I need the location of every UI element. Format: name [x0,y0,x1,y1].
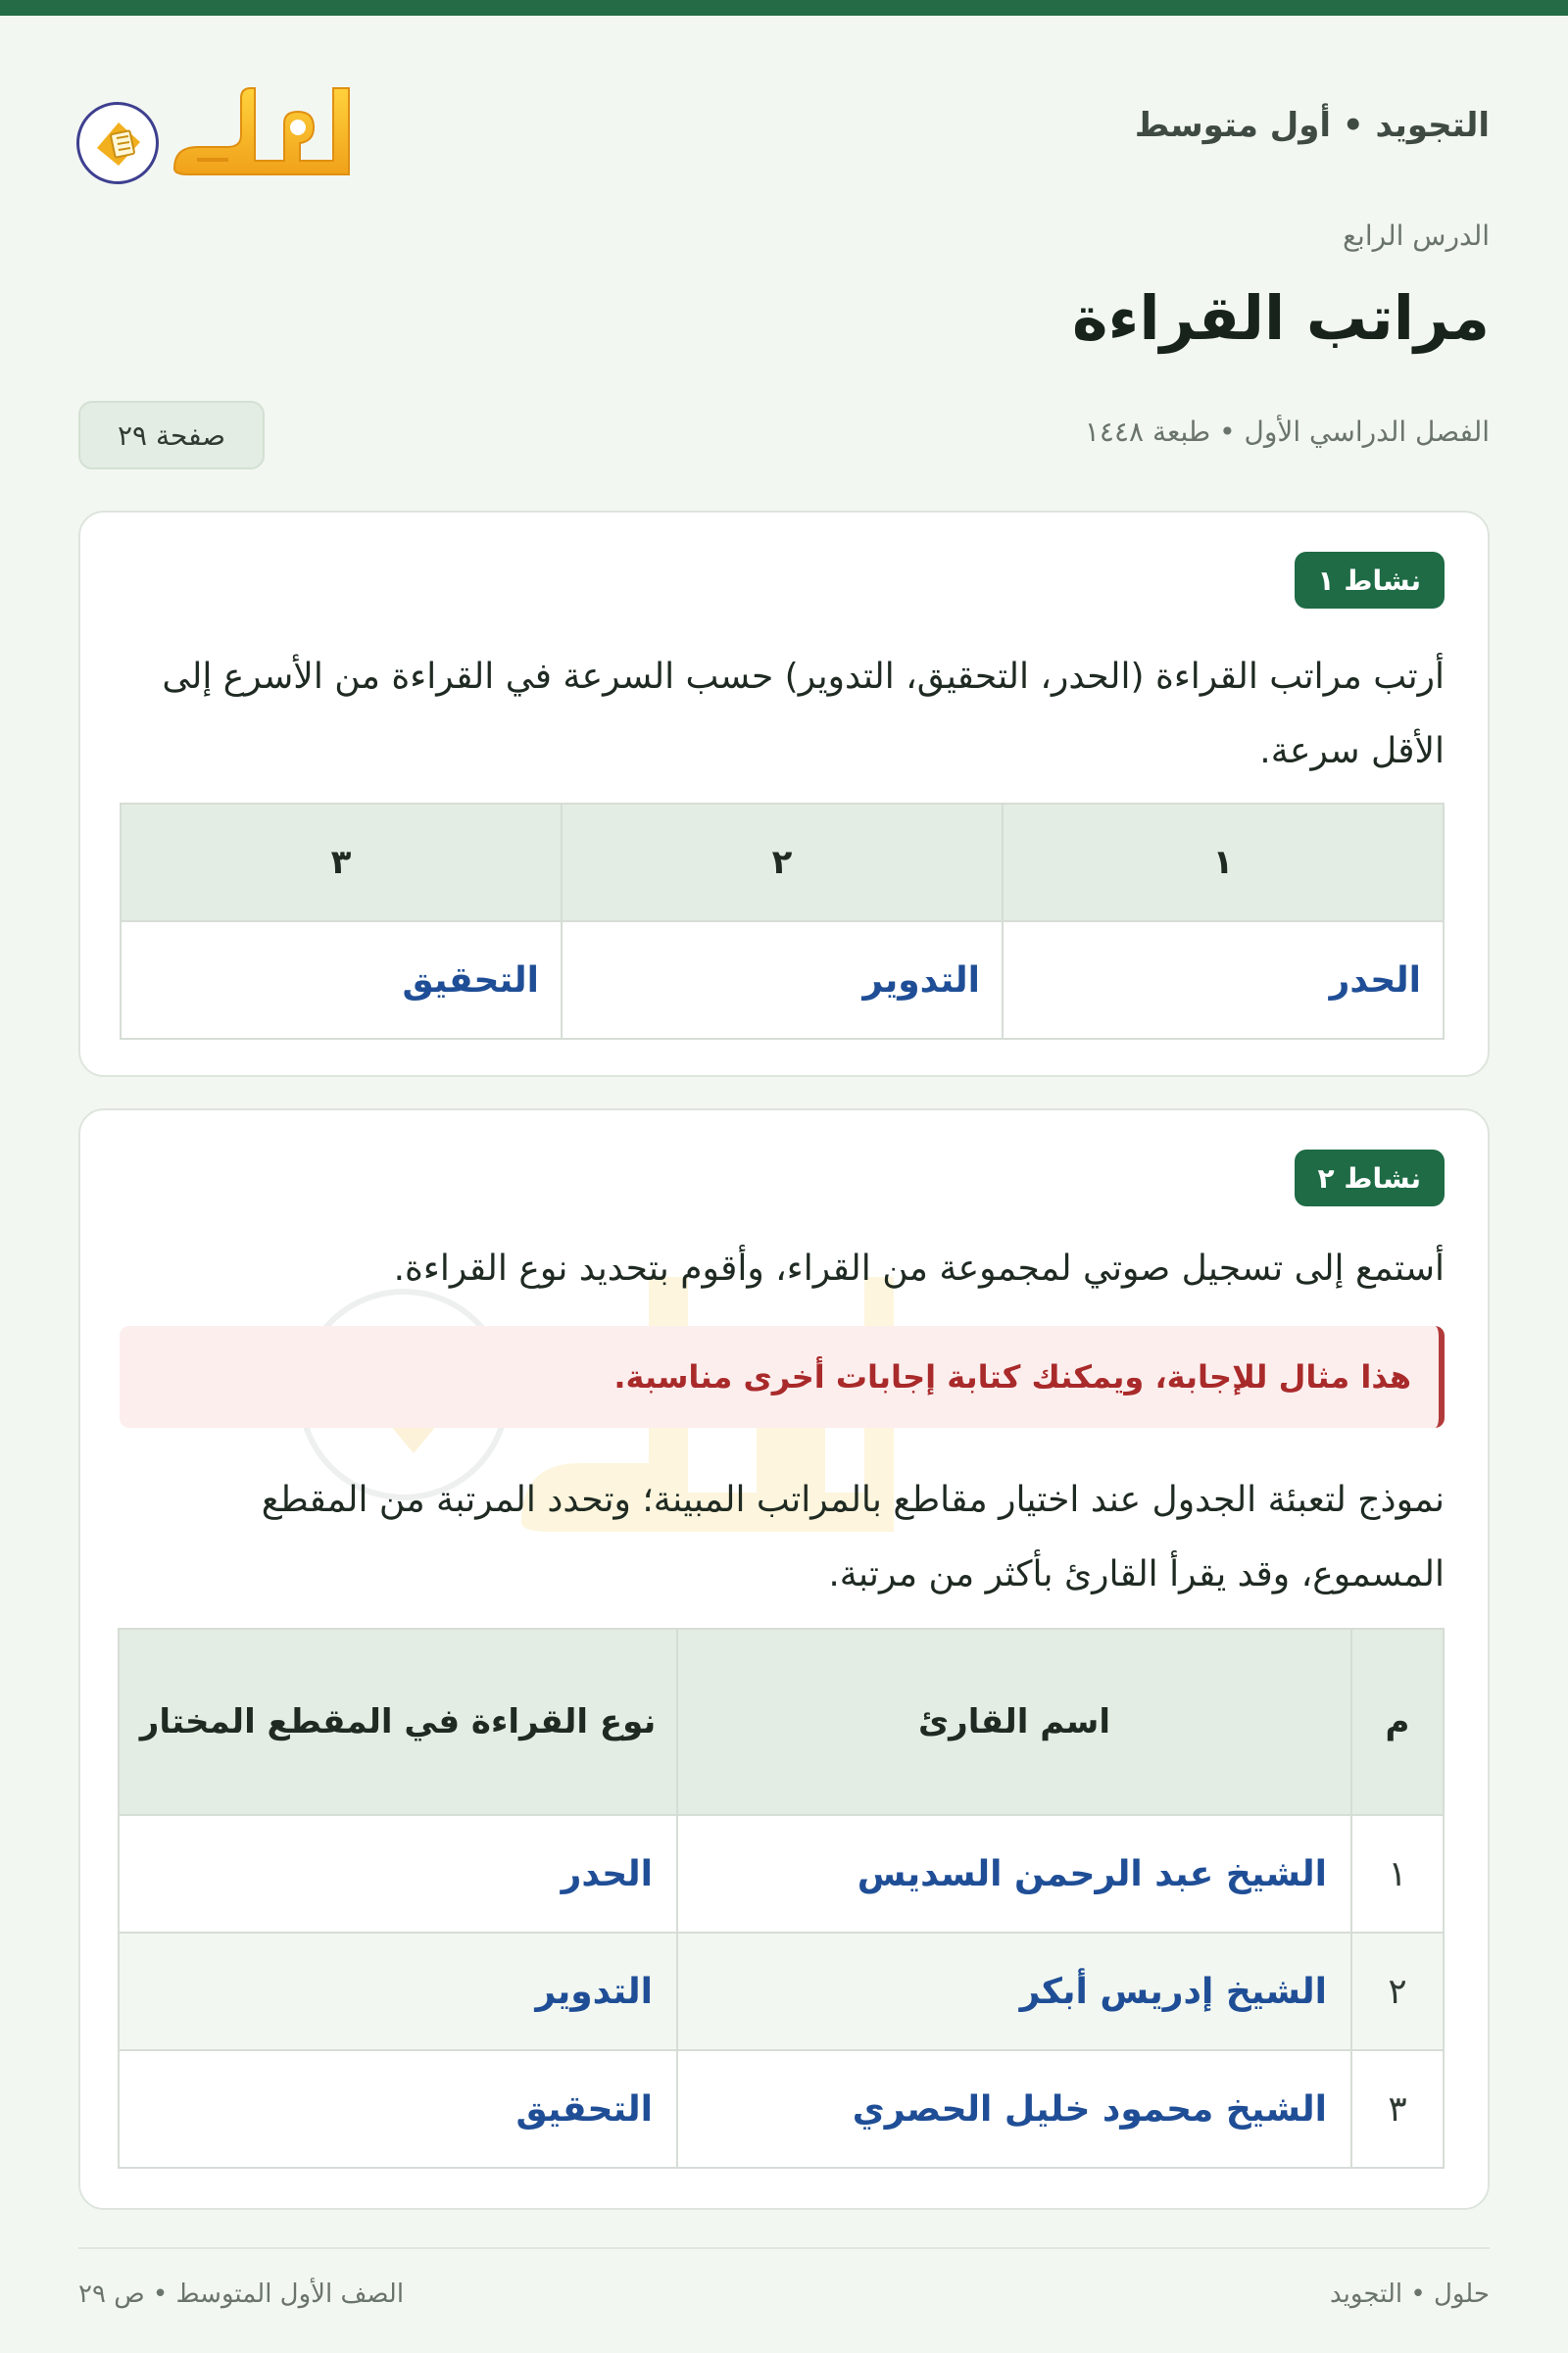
reading-type: التدوير [119,1933,677,2050]
subject-label: التجويد • أول متوسط [1134,106,1490,145]
activity-2-prompt: أستمع إلى تسجيل صوتي لمجموعة من القراء، وأقوم بتحديد نوع القراءة. [393,1249,1445,1289]
table-row [119,1933,1444,2050]
ordering-answer-row [121,921,1444,1039]
order-answer-3: التحقيق [121,921,562,1039]
activity-1-card [78,511,1490,1077]
activity-2-explanation: نموذج لتعبئة الجدول عند اختيار مقاطع بالمراتب المبينة؛ وتحدد المرتبة من المقطع المسموع، وقد يقرأ القارئ بأكثر من مرتبة. [261,1480,1445,1594]
table-row [119,2050,1444,2168]
footer-brand: حلول • التجويد [1330,2279,1490,2309]
activity-2-badge: نشاط ٢ [1295,1150,1445,1206]
footer-page-info: الصف الأول المتوسط • ص ٢٩ [78,2279,405,2309]
hulool-wordmark [169,78,355,192]
order-answer-2: التدوير [562,921,1003,1039]
row-number: ١ [1351,1815,1444,1933]
row-number: ٢ [1351,1933,1444,2050]
example-answer-notice: هذا مثال للإجابة، ويمكنك كتابة إجابات أخرى مناسبة. [120,1326,1445,1428]
reader-name: الشيخ عبد الرحمن السديس [677,1815,1351,1933]
order-header-3: ٣ [121,804,562,921]
table-row [119,1815,1444,1933]
ordering-header-row [121,804,1444,921]
activity-1-badge: نشاط ١ [1295,552,1445,609]
ordering-table [120,803,1445,1040]
page-header [0,16,1568,217]
row-number: ٣ [1351,2050,1444,2168]
hulool-logo[interactable] [76,78,351,192]
top-accent-bar [0,0,1568,16]
page-number-badge: صفحة ٢٩ [78,401,265,469]
page-title: مراتب القراءة [1072,282,1490,354]
column-header-reader: اسم القارئ [677,1629,1351,1815]
activity-2-card [78,1108,1490,2210]
footer-divider [78,2247,1490,2249]
order-answer-1: الحدر [1003,921,1444,1039]
reader-name: الشيخ محمود خليل الحصري [677,2050,1351,2168]
order-header-2: ٢ [562,804,1003,921]
column-header-type: نوع القراءة في المقطع المختار [119,1629,677,1815]
order-header-1: ١ [1003,804,1444,921]
readers-table [118,1628,1445,2169]
lesson-meta: الفصل الدراسي الأول • طبعة ١٤٤٨ [1084,416,1490,448]
activity-1-prompt: أرتب مراتب القراءة (الحدر، التحقيق، التدوير) حسب السرعة في القراءة من الأسرع إلى الأقل سرعة. [162,657,1445,771]
reading-type: الحدر [119,1815,677,1933]
column-header-number: م [1351,1629,1444,1815]
readers-header-row [119,1629,1444,1815]
reader-name: الشيخ إدريس أبكر [677,1933,1351,2050]
reading-type: التحقيق [119,2050,677,2168]
book-icon [76,102,159,184]
lesson-number: الدرس الرابع [1343,220,1490,252]
